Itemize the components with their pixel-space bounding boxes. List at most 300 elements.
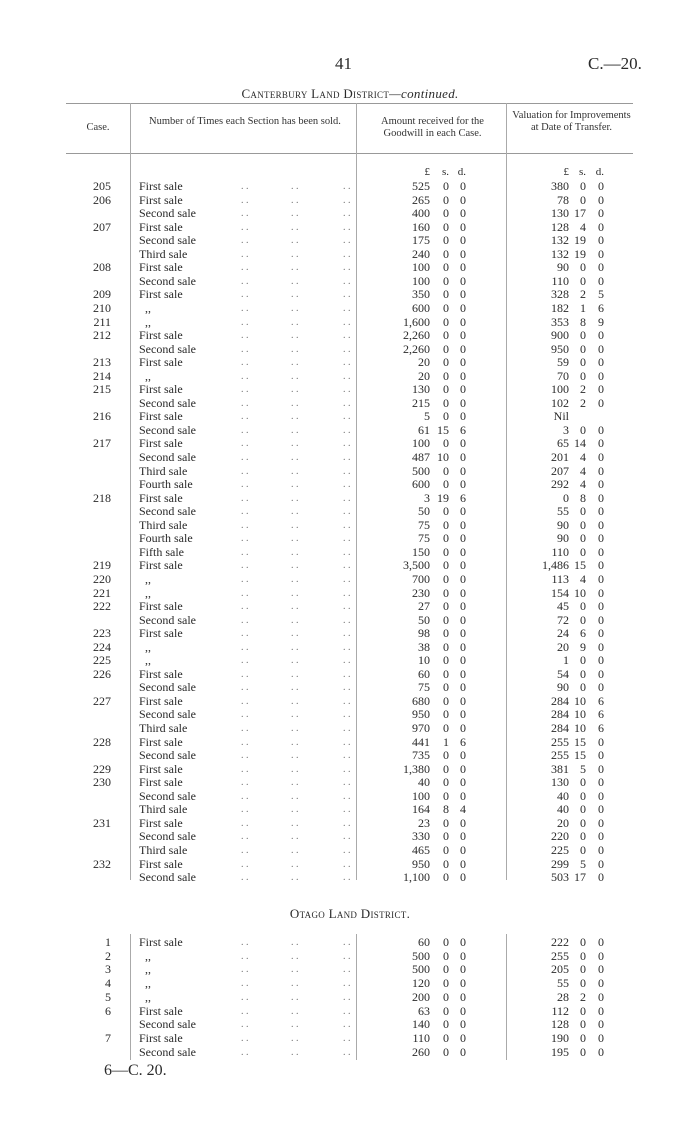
amount-pence: 0 [460,666,466,681]
dot-leader: . . [343,858,351,870]
valuation-pence: 9 [598,314,604,329]
dot-leader: . . [291,763,299,775]
amount-pence: 0 [460,962,466,977]
table-row [0,614,700,628]
dot-leader: . . [291,709,299,721]
valuation-pence: 0 [598,948,604,963]
valuation-shillings: 0 [580,775,586,790]
table-row [0,950,700,964]
units-row [0,166,700,180]
table-row [0,505,700,519]
amount-pence: 0 [460,1030,466,1045]
table-row [0,316,700,330]
dot-leader: . . [241,587,249,599]
table-row [0,573,700,587]
dot-leader: . . [343,709,351,721]
case-number: 6 [105,1003,111,1018]
amount-pence: 0 [460,693,466,708]
dot-leader: . . [343,978,351,990]
dot-leader: . . [241,1046,249,1058]
valuation-shillings: 0 [580,1017,586,1032]
amount-shillings: 0 [443,626,449,641]
valuation-pounds: 90 [557,517,569,532]
times-sold: Second sale [139,341,196,356]
amount-pounds: 465 [412,842,430,857]
valuation-pence: 0 [598,788,604,803]
times-sold: ,, [139,962,151,977]
dot-leader: . . [291,330,299,342]
dot-leader: . . [343,289,351,301]
valuation-pence: 0 [598,368,604,383]
dot-leader: . . [343,1005,351,1017]
dot-leader: . . [291,964,299,976]
amount-pence: 0 [460,775,466,790]
dot-leader: . . [343,384,351,396]
valuation-pounds: 55 [557,976,569,991]
amount-pounds: 60 [418,666,430,681]
times-sold: Third sale [139,721,188,735]
dot-leader: . . [291,790,299,802]
dot-leader: . . [241,384,249,396]
dot-leader: . . [343,275,351,287]
case-number: 213 [93,355,111,370]
dot-leader: . . [241,1032,249,1044]
valuation-pence: 0 [598,422,604,437]
valuation-pence: 0 [598,976,604,991]
dot-leader: . . [241,695,249,707]
dot-leader: . . [343,831,351,843]
amount-shillings: 0 [443,246,449,261]
valuation-pence: 0 [598,815,604,830]
dot-leader: . . [291,1019,299,1031]
dot-leader: . . [291,817,299,829]
amount-shillings: 0 [443,680,449,695]
valuation-pounds: 154 [551,585,569,600]
table-row [0,641,700,655]
valuation-shillings: 0 [580,531,586,546]
amount-pounds: 100 [412,436,430,451]
dot-leader: . . [291,316,299,328]
dot-leader: . . [291,641,299,653]
case-number: 223 [93,626,111,641]
times-sold: First sale [139,558,183,573]
amount-pounds: 100 [412,273,430,288]
times-sold: First sale [139,355,183,370]
dot-leader: . . [291,804,299,816]
amount-pence: 0 [460,842,466,857]
case-number: 208 [93,260,111,275]
amount-shillings: 8 [443,802,449,817]
amount-pence: 0 [460,314,466,329]
dot-leader: . . [291,424,299,436]
table-top-rule [66,103,633,104]
dot-leader: . . [343,519,351,531]
table-row [0,830,700,844]
valuation-shillings: 17 [574,206,586,221]
valuation-pence: 0 [598,962,604,977]
dot-leader: . . [241,750,249,762]
amount-pounds: 400 [412,206,430,221]
case-number: 4 [105,976,111,991]
valuation-pounds: 100 [551,382,569,397]
valuation-pence: 0 [598,179,604,193]
amount-pounds: 600 [412,300,430,315]
dot-leader: . . [343,397,351,409]
table-row [0,383,700,397]
amount-pence: 0 [460,856,466,871]
dot-leader: . . [343,573,351,585]
times-sold: First sale [139,935,183,949]
times-sold: ,, [139,653,151,668]
amount-shillings: 0 [443,870,449,885]
amount-pounds: 20 [418,368,430,383]
dot-leader: . . [291,1046,299,1058]
times-sold: First sale [139,382,183,397]
dot-leader: . . [343,181,351,192]
table-row [0,858,700,872]
dot-leader: . . [343,506,351,518]
valuation-pence: 0 [598,490,604,505]
amount-shillings: 0 [443,653,449,668]
dot-leader: . . [241,682,249,694]
valuation-pounds: 380 [551,179,569,193]
amount-pence: 0 [460,707,466,722]
amount-shillings: 0 [443,260,449,275]
amount-shillings: 0 [443,707,449,722]
valuation-shillings: 0 [580,504,586,519]
valuation-shillings: 1 [580,300,586,315]
dot-leader: . . [291,614,299,626]
dot-leader: . . [241,533,249,545]
table-row [0,963,700,977]
table-row [0,207,700,221]
amount-pounds: 260 [412,1044,430,1059]
times-sold: Second sale [139,233,196,248]
valuation-pounds: 45 [557,599,569,614]
amount-pounds: 5 [424,409,430,424]
dot-leader: . . [241,978,249,990]
times-sold: ,, [139,571,151,586]
amount-shillings: 0 [443,192,449,207]
amount-shillings: 0 [443,721,449,735]
amount-pence: 0 [460,463,466,478]
valuation-shillings: 0 [580,802,586,817]
table-row [0,1018,700,1032]
table-row [0,844,700,858]
dot-leader: . . [343,763,351,775]
dot-leader: . . [241,831,249,843]
times-sold: ,, [139,300,151,315]
case-number: 1 [105,935,111,949]
amount-pence: 0 [460,450,466,464]
dot-leader: . . [291,844,299,856]
table-row [0,437,700,451]
dot-leader: . . [291,937,299,948]
times-sold: Second sale [139,612,196,627]
dot-leader: . . [343,655,351,667]
dot-leader: . . [241,479,249,491]
amount-pence: 0 [460,788,466,803]
valuation-pounds: 381 [551,761,569,776]
valuation-pounds: 353 [551,314,569,329]
valuation-pounds: 1 [563,653,569,668]
header-valuation: Valuation for Improvements at Date of Transfer. [512,110,631,133]
dot-leader: . . [291,1005,299,1017]
valuation-pounds: 78 [557,192,569,207]
amount-pence: 0 [460,287,466,302]
valuation-pounds: 59 [557,355,569,370]
amount-shillings: 0 [443,571,449,586]
valuation-pounds: 132 [551,233,569,248]
valuation-shillings: 0 [580,976,586,991]
amount-shillings: 0 [443,666,449,681]
amount-pence: 0 [460,477,466,492]
dot-leader: . . [343,844,351,856]
valuation-pence: 0 [598,206,604,221]
amount-shillings: 0 [443,1044,449,1059]
dot-leader: . . [343,682,351,694]
valuation-pounds: 207 [551,463,569,478]
table-row [0,180,700,194]
valuation-pounds: 284 [551,693,569,708]
times-sold: ,, [139,989,151,1004]
case-number: 214 [93,368,111,383]
dot-leader: . . [291,831,299,843]
valuation-pounds: 113 [551,571,569,586]
times-sold: Second sale [139,680,196,695]
times-sold: First sale [139,626,183,641]
dot-leader: . . [241,709,249,721]
valuation-pounds: 255 [551,734,569,749]
valuation-pounds: 130 [551,206,569,221]
amount-shillings: 0 [443,1003,449,1018]
dot-leader: . . [343,316,351,328]
table-row [0,763,700,777]
dot-leader: . . [343,221,351,233]
dot-leader: . . [291,1032,299,1044]
times-sold: Third sale [139,463,188,478]
amount-pounds: 75 [418,680,430,695]
amount-pounds: 700 [412,571,430,586]
times-sold: ,, [139,976,151,991]
times-sold: ,, [139,314,151,329]
unit-pence: d. [595,166,604,178]
dot-leader: . . [241,1005,249,1017]
amount-pounds: 441 [412,734,430,749]
case-number: 211 [93,314,111,329]
valuation-shillings: 2 [580,287,586,302]
table-row [0,559,700,573]
table-row [0,991,700,1005]
dot-leader: . . [291,302,299,314]
valuation-pounds: 299 [551,856,569,871]
valuation-shillings: 0 [580,328,586,343]
valuation-pence: 0 [598,355,604,370]
dot-leader: . . [241,964,249,976]
times-sold: Third sale [139,842,188,857]
amount-pence: 0 [460,341,466,356]
valuation-pounds: 112 [551,1003,569,1018]
amount-shillings: 0 [443,179,449,193]
dot-leader: . . [343,465,351,477]
valuation-shillings: 0 [580,948,586,963]
valuation-shillings: 2 [580,989,586,1004]
dot-leader: . . [343,424,351,436]
valuation-shillings: 0 [580,842,586,857]
valuation-pence: 0 [598,517,604,532]
table-row [0,722,700,736]
dot-leader: . . [343,235,351,247]
table-row [0,288,700,302]
amount-shillings: 0 [443,748,449,763]
case-number: 2 [105,948,111,963]
dot-leader: . . [343,330,351,342]
dot-leader: . . [291,479,299,491]
amount-pence: 0 [460,748,466,763]
valuation-pounds: 40 [557,788,569,803]
amount-shillings: 19 [437,490,449,505]
valuation-pence: 0 [598,989,604,1004]
times-sold: First sale [139,666,183,681]
valuation-pounds: 225 [551,842,569,857]
dot-leader: . . [291,452,299,463]
dot-leader: . . [241,1019,249,1031]
valuation-pence: 0 [598,382,604,397]
valuation-pence: 0 [598,219,604,234]
table-row [0,708,700,722]
unit-shillings: s. [441,166,449,178]
dot-leader: . . [241,235,249,247]
amount-pence: 0 [460,829,466,844]
case-number: 229 [93,761,111,776]
valuation-pounds: 0 [563,490,569,505]
amount-pence: 0 [460,368,466,383]
dot-leader: . . [291,248,299,260]
valuation-shillings: 14 [574,436,586,451]
times-sold: ,, [139,368,151,383]
times-sold: First sale [139,179,183,193]
valuation-shillings: 0 [580,1030,586,1045]
times-sold: Second sale [139,273,196,288]
dot-leader: . . [291,465,299,477]
amount-pounds: 200 [412,989,430,1004]
amount-pence: 0 [460,558,466,573]
times-sold: Fourth sale [139,531,193,546]
amount-shillings: 0 [443,612,449,627]
dot-leader: . . [343,492,351,504]
valuation-shillings: 0 [580,368,586,383]
amount-pounds: 487 [412,450,430,464]
amount-pounds: 1,600 [403,314,430,329]
amount-pence: 0 [460,815,466,830]
dot-leader: . . [291,695,299,707]
valuation-shillings: 0 [580,962,586,977]
times-sold: Second sale [139,1044,196,1059]
dot-leader: . . [291,384,299,396]
valuation-pence: 0 [598,935,604,949]
amount-pounds: 1,100 [403,870,430,885]
amount-shillings: 0 [443,775,449,790]
dot-leader: . . [343,614,351,626]
valuation-pounds: 205 [551,962,569,977]
dot-leader: . . [343,777,351,789]
dot-leader: . . [241,641,249,653]
valuation-pence: 0 [598,666,604,681]
amount-shillings: 10 [437,450,449,464]
table-row [0,221,700,235]
valuation-shillings: 10 [574,585,586,600]
case-number: 216 [93,409,111,424]
amount-pence: 0 [460,233,466,248]
dot-leader: . . [343,1019,351,1031]
dot-leader: . . [291,492,299,504]
valuation-pounds: 255 [551,748,569,763]
dot-leader: . . [291,221,299,233]
amount-pounds: 38 [418,639,430,654]
amount-pence: 0 [460,721,466,735]
amount-shillings: 0 [443,517,449,532]
amount-pounds: 23 [418,815,430,830]
valuation-pence: 0 [598,192,604,207]
valuation-shillings: 0 [580,653,586,668]
amount-pence: 0 [460,504,466,519]
valuation-pence: 0 [598,341,604,356]
amount-pounds: 160 [412,219,430,234]
amount-pence: 0 [460,1044,466,1059]
valuation-pence: 0 [598,233,604,248]
amount-pence: 0 [460,300,466,315]
amount-pence: 0 [460,206,466,221]
amount-pounds: 500 [412,463,430,478]
header-amount: Amount received for the Goodwill in each Case. [381,116,484,139]
valuation-pounds: 128 [551,1017,569,1032]
amount-shillings: 0 [443,976,449,991]
table-row [0,532,700,546]
valuation-shillings: 0 [580,260,586,275]
dot-leader: . . [343,991,351,1003]
dot-leader: . . [343,302,351,314]
dot-leader: . . [241,330,249,342]
valuation-pence: 0 [598,246,604,261]
times-sold: First sale [139,734,183,749]
amount-pence: 0 [460,1017,466,1032]
dot-leader: . . [291,533,299,545]
dot-leader: . . [343,194,351,206]
amount-shillings: 0 [443,935,449,949]
dot-leader: . . [241,424,249,436]
valuation-pounds: 284 [551,721,569,735]
case-number: 206 [93,192,111,207]
valuation-pounds: 3 [563,422,569,437]
amount-pence: 0 [460,544,466,559]
valuation-pounds: 54 [557,666,569,681]
amount-pounds: 63 [418,1003,430,1018]
amount-pence: 0 [460,328,466,343]
valuation-shillings: 0 [580,341,586,356]
amount-pounds: 735 [412,748,430,763]
page-footer: 6—C. 20. [104,1062,167,1079]
valuation-pence: 0 [598,870,604,885]
valuation-shillings: 15 [574,748,586,763]
amount-shillings: 0 [443,273,449,288]
valuation-pence: 0 [598,585,604,600]
valuation-pence: 0 [598,531,604,546]
amount-pounds: 330 [412,829,430,844]
valuation-pounds: 284 [551,707,569,722]
unit-pounds: £ [563,166,569,178]
valuation-shillings: 4 [580,571,586,586]
amount-shillings: 0 [443,409,449,424]
